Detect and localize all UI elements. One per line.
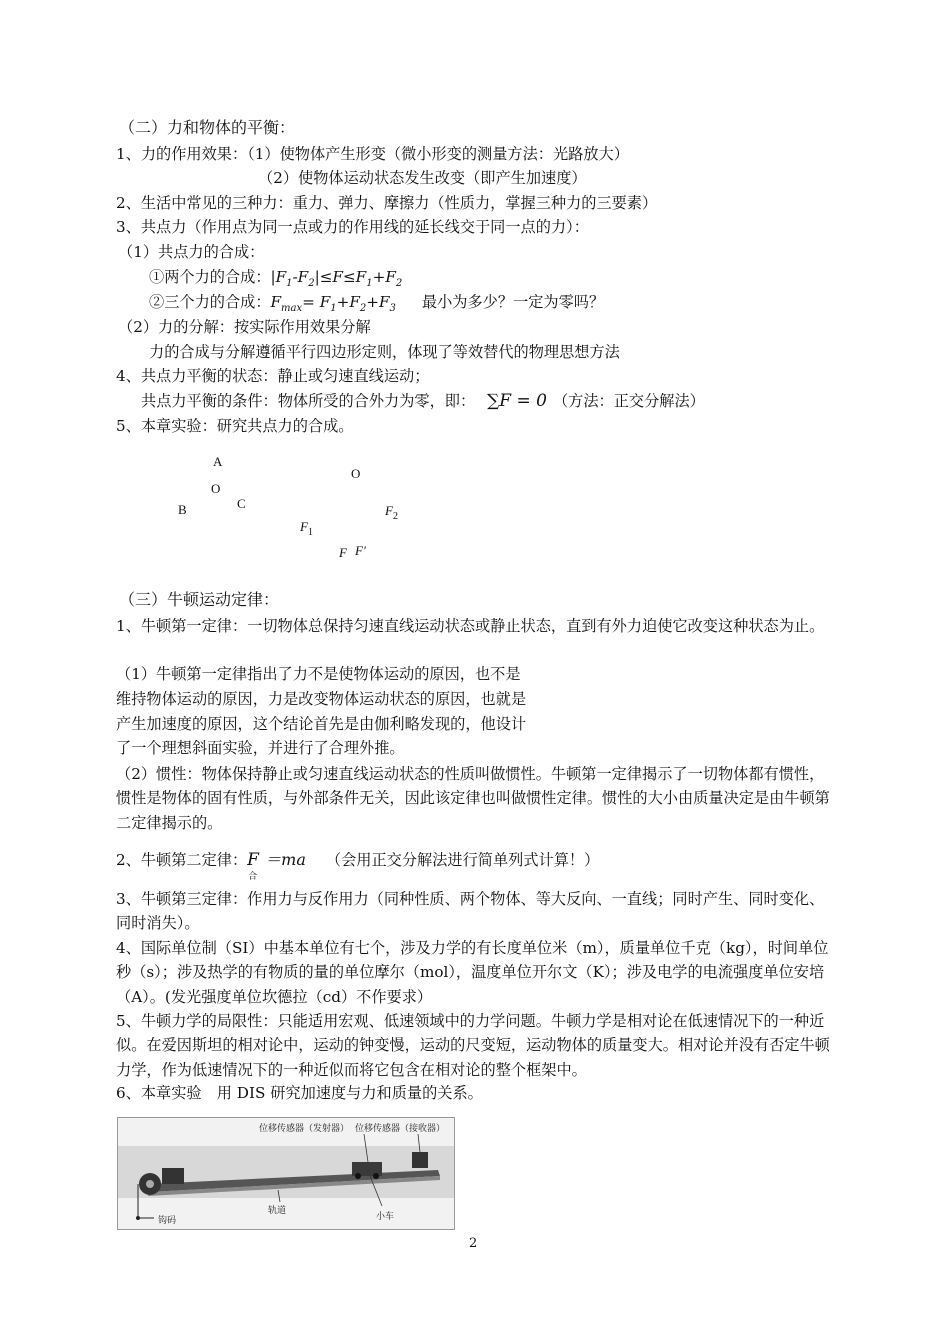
label-F1: $F_1$ — [300, 519, 313, 538]
newton-limitations-paragraph: 5、牛顿力学的局限性：只能适用宏观、低速领域中的力学问题。牛顿力学是相对论在低速情况下的一种近似。在爱因斯坦的相对论中，运动的钟变慢，运动的尺变短，运动物体的质量变大。相对论并没有否定牛顿力学，作为低速情况下的一种近似而将它包含在相对论的整个框架中。 — [116, 1012, 830, 1079]
formula-three-forces-expr: $F_{max}= F_1+F_2+F_3$ — [270, 293, 396, 314]
section-2-title: （二）力和物体的平衡： — [119, 118, 296, 137]
page-number: 2 — [469, 1236, 478, 1251]
equilibrium-equation: ∑F = 0 — [487, 391, 547, 411]
first-law-note-2: 维持物体运动的原因，力是改变物体运动状态的原因，也就是 — [116, 690, 527, 708]
cart-label: 小车 — [376, 1212, 395, 1222]
second-law-note: （会用正交分解法进行简单列式计算！） — [325, 851, 600, 869]
first-law-note-1: （1）牛顿第一定律指出了力不是使物体运动的原因，也不是 — [116, 665, 521, 683]
second-law-F: F — [247, 850, 259, 870]
label-A: A — [213, 454, 223, 469]
newton-second-law — [116, 850, 600, 882]
formula-three-forces-question: 最小为多少？一定为零吗？ — [421, 293, 605, 311]
line-3: 3、共点力（作用点为同一点或力的作用线的延长线交于同一点的力）： — [116, 218, 589, 236]
first-law-note-3: 产生加速度的原因，这个结论首先是由伽利略发现的，他设计 — [116, 715, 527, 733]
formula-three-forces-label: ②三个力的合成： — [149, 293, 271, 311]
newton-third-law: 3、牛顿第三定律：作用力与反作用力（同种性质、两个物体、等大反向、一直线；同时产生、同时变化、同时消失）。 — [116, 890, 825, 933]
label-O-right: O — [351, 466, 361, 481]
label-F: F — [339, 545, 347, 560]
line-4b-suffix: （方法：正交分解法） — [552, 392, 705, 410]
label-C: C — [237, 496, 246, 511]
formula-two-forces-label: ①两个力的合成： — [149, 268, 271, 286]
line-2: 2、生活中常见的三种力：重力、弹力、摩擦力（性质力，掌握三种力的三要素） — [116, 194, 658, 212]
second-law-label: 2、牛顿第二定律： — [116, 851, 248, 869]
dis-apparatus-figure — [117, 1117, 455, 1230]
line-4: 4、共点力平衡的状态：静止或匀速直线运动； — [116, 367, 430, 385]
line-5: 5、本章实验：研究共点力的合成。 — [116, 417, 354, 435]
second-law-subscript: 合 — [248, 872, 258, 882]
line-4b-prefix: 共点力平衡的条件：物体所受的合外力为零，即： — [141, 392, 476, 410]
si-units-paragraph: 4、国际单位制（SI）中基本单位有七个，涉及力学的有长度单位米（m），质量单位千克（kg），时间单位秒（s）；涉及热学的有物质的量的单位摩尔（mol），温度单位开尔文（K）；涉及电学的电流强度单位安培（A）。(发光强度单位坎德拉（cd）不作要求） — [116, 939, 829, 1006]
formula-three-forces — [149, 292, 604, 315]
receiver-label: 位移传感器（接收器） — [355, 1124, 446, 1134]
label-F-prime: F′ — [355, 543, 366, 558]
line-1a: 1、力的作用效果：（1）使物体产生形变（微小形变的测量方法：光路放大） — [116, 145, 629, 163]
line-3-1: （1）共点力的合成： — [118, 243, 265, 261]
first-law-note-4: 了一个理想斜面实验，并进行了合理外推。 — [116, 739, 405, 757]
label-O-left: O — [211, 481, 221, 496]
emitter-label: 位移传感器（发射器） — [259, 1124, 350, 1134]
track-label: 轨道 — [268, 1206, 287, 1216]
inertia-paragraph: （2）惯性：物体保持静止或匀速直线运动状态的性质叫做惯性。牛顿第一定律揭示了一切物体都有惯性，惯性是物体的固有性质，与外部条件无关，因此该定律也叫做惯性定律。惯性的大小由质量决定是由牛顿第二定律揭示的。 — [116, 765, 830, 832]
label-F2: $F_2$ — [385, 503, 398, 522]
line-1b: （2）使物体运动状态发生改变（即产生加速度） — [258, 169, 587, 187]
second-law-equation: ＝ma — [265, 850, 306, 869]
newton-first-law: 1、牛顿第一定律：一切物体总保持匀速直线运动状态或静止状态，直到有外力迫使它改变这种状态为止。 — [116, 617, 825, 635]
line-4b — [141, 391, 705, 411]
label-B: B — [178, 502, 187, 517]
line-3-3: 力的合成与分解遵循平行四边形定则，体现了等效替代的物理思想方法 — [149, 343, 620, 361]
section-3-title: （三）牛顿运动定律： — [119, 590, 280, 609]
formula-two-forces — [149, 267, 402, 290]
weight-label: 钩码 — [158, 1216, 177, 1226]
experiment-line: 6、本章实验 用 DIS 研究加速度与力和质量的关系。 — [116, 1084, 483, 1102]
line-3-2: （2）力的分解：按实际作用效果分解 — [118, 318, 371, 336]
formula-two-forces-expr: $|F_1-F_2|\le F\le F_1+F_2$ — [270, 268, 403, 289]
